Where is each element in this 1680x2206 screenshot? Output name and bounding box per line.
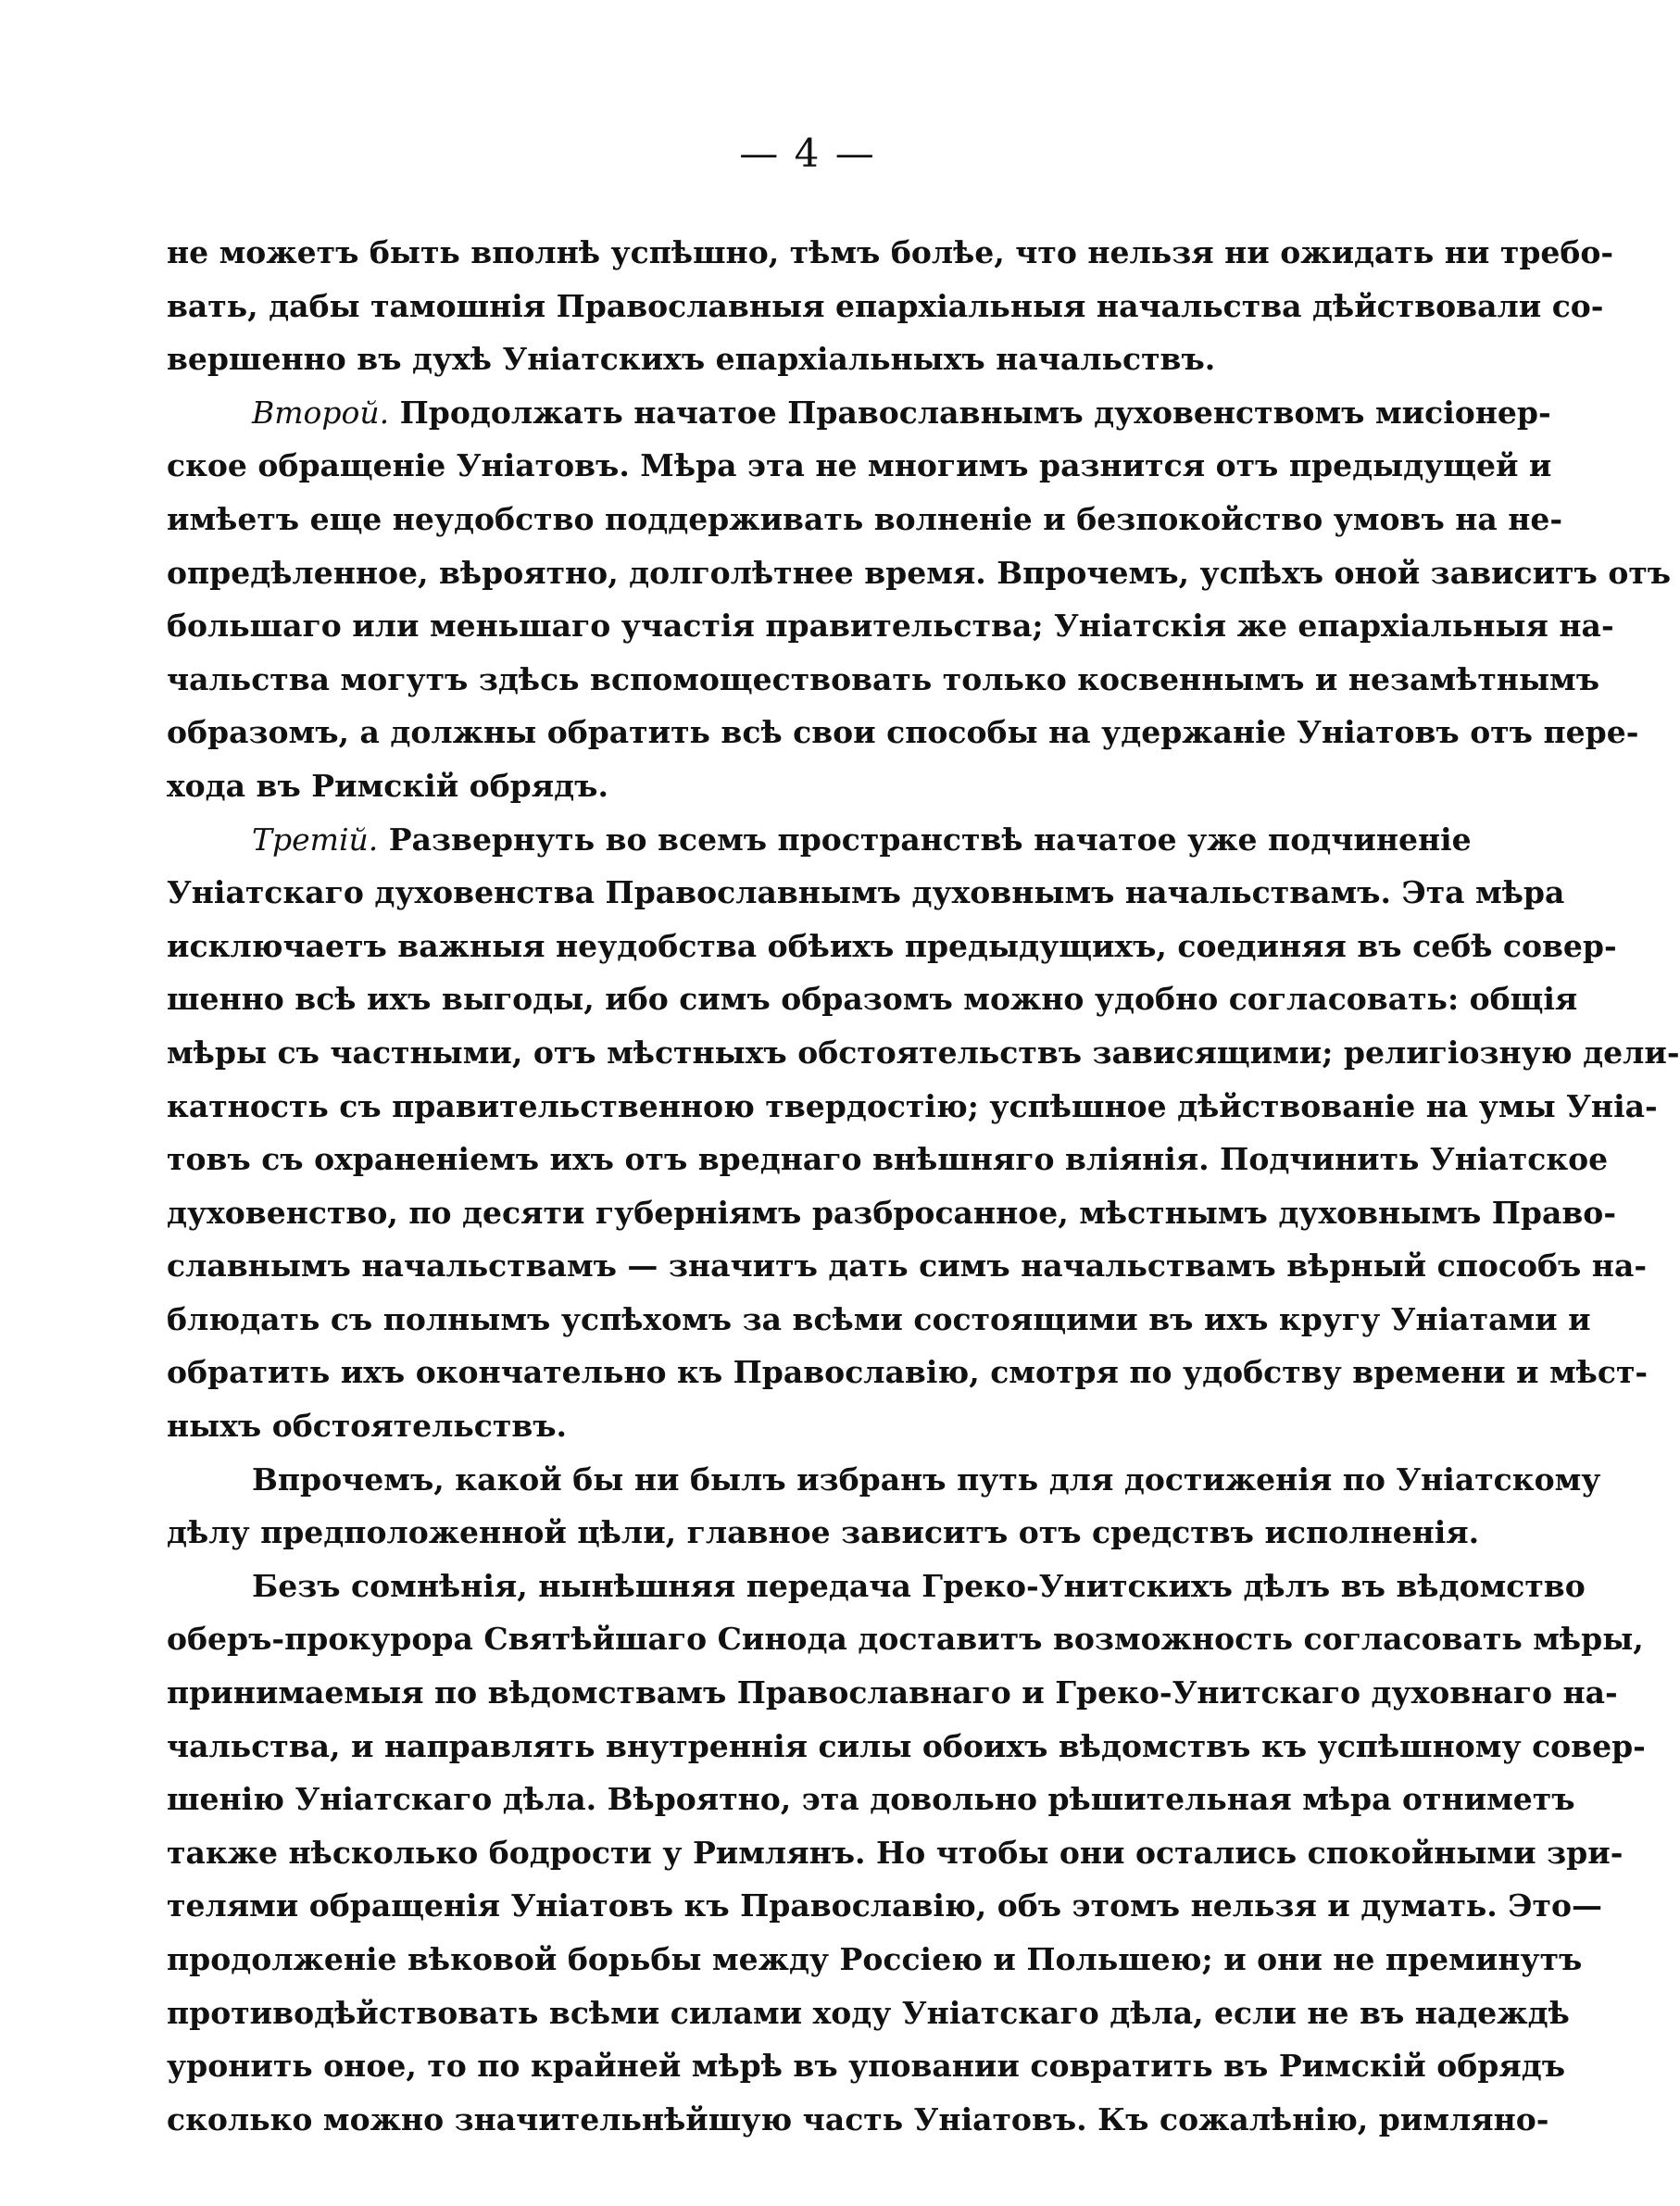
text-line: опредѣленное, вѣроятно, долголѣтнее время. Впрочемъ, успѣхъ оной зависитъ отъ bbox=[167, 554, 1672, 591]
text-line: телями обращенія Уніатовъ къ Православію, объ этомъ нельзя и думать. Это— bbox=[167, 1887, 1602, 1924]
text-line: товъ съ охраненіемъ ихъ отъ вреднаго внѣшняго вліянія. Подчинить Уніатское bbox=[167, 1141, 1609, 1178]
text-line: шенно всѣ ихъ выгоды, ибо симъ образомъ можно удобно согласовать: общія bbox=[167, 981, 1578, 1018]
body-text bbox=[167, 226, 1680, 2146]
text-line: исключаетъ важныя неудобства обѣихъ предыдущихъ, соединяя въ себѣ совер- bbox=[167, 927, 1617, 964]
text-line: чальства могутъ здѣсь вспомоществовать только косвеннымъ и незамѣтнымъ bbox=[167, 660, 1600, 697]
text-line: дѣлу предположенной цѣли, главное зависитъ отъ средствъ исполненія. bbox=[167, 1514, 1480, 1551]
text-line: имѣетъ еще неудобство поддерживать волненіе и безпокойство умовъ на не- bbox=[167, 500, 1563, 537]
text-line: Третій. Развернуть во всемъ пространствѣ начатое уже подчиненіе bbox=[252, 821, 1472, 858]
text-line: славнымъ начальствамъ — значитъ дать симъ начальствамъ вѣрный способъ на- bbox=[167, 1247, 1648, 1285]
text-line: Впрочемъ, какой бы ни былъ избранъ путь для достиженія по Уніатскому bbox=[252, 1460, 1601, 1498]
text-line: сколько можно значительнѣйшую часть Уніатовъ. Къ сожалѣнію, римляно- bbox=[167, 2100, 1549, 2137]
text-line: чальства, и направлять внутреннія силы обоихъ вѣдомствъ къ успѣшному совер- bbox=[167, 1727, 1646, 1764]
text-line: вершенно въ духѣ Уніатскихъ епархіальныхъ начальствъ. bbox=[167, 341, 1216, 378]
text-line: продолженіе вѣковой борьбы между Россіею и Польшею; и они не преминутъ bbox=[167, 1941, 1583, 1977]
text-line: шенію Уніатскаго дѣла. Вѣроятно, эта довольно рѣшительная мѣра отниметъ bbox=[167, 1781, 1575, 1818]
text-line: блюдать съ полнымъ успѣхомъ за всѣми состоящими въ ихъ кругу Уніатами и bbox=[167, 1300, 1591, 1337]
text-line: Уніатскаго духовенства Православнымъ духовнымъ начальствамъ. Эта мѣра bbox=[167, 874, 1565, 911]
text-line: Второй. Продолжать начатое Православнымъ духовенствомъ мисіонер- bbox=[252, 394, 1551, 431]
text-line: вать, дабы тамошнія Православныя епархіальныя начальства дѣйствовали со- bbox=[167, 287, 1604, 324]
text-line: оберъ-прокурора Святѣйшаго Синода доставитъ возможность согласовать мѣры, bbox=[167, 1621, 1644, 1658]
text-line: образомъ, а должны обратить всѣ свои способы на удержаніе Уніатовъ отъ пере- bbox=[167, 714, 1639, 751]
text-line: хода въ Римскій обрядъ. bbox=[167, 767, 608, 804]
text-line: принимаемыя по вѣдомствамъ Православнаго и Греко-Унитскаго духовнаго на- bbox=[167, 1674, 1618, 1711]
text-line: уронить оное, то по крайней мѣрѣ въ уповании совратить въ Римскій обрядъ bbox=[167, 2048, 1566, 2085]
text-line: Безъ сомнѣнія, нынѣшняя передача Греко-Унитскихъ дѣлъ въ вѣдомство bbox=[252, 1567, 1586, 1604]
text-line: ское обращеніе Уніатовъ. Мѣра эта не многимъ разнится отъ предыдущей и bbox=[167, 447, 1552, 484]
text-line: мѣры съ частными, отъ мѣстныхъ обстоятельствъ зависящими; религіозную дели- bbox=[167, 1034, 1680, 1071]
text-line: не можетъ быть вполнѣ успѣшно, тѣмъ болѣе, что нельзя ни ожидать ни требо- bbox=[167, 234, 1614, 270]
text-line: ныхъ обстоятельствъ. bbox=[167, 1408, 568, 1445]
text-line: духовенство, по десяти губерніямъ разбросанное, мѣстнымъ духовнымъ Право- bbox=[167, 1194, 1617, 1231]
text-line: катность съ правительственною твердостію; успѣшное дѣйствованіе на умы Уніа- bbox=[167, 1087, 1658, 1124]
text-line: также нѣсколько бодрости у Римлянъ. Но чтобы они остались спокойными зри- bbox=[167, 1834, 1624, 1871]
paragraph-lead: Третій. bbox=[252, 821, 379, 858]
paragraph-lead: Второй. bbox=[252, 394, 390, 431]
text-line: обратить ихъ окончательно къ Православію, смотря по удобству времени и мѣст- bbox=[167, 1354, 1649, 1391]
page-number: — 4 — bbox=[739, 131, 876, 176]
text-line: большаго или меньшаго участія правительства; Уніатскія же епархіальныя на- bbox=[167, 608, 1614, 645]
text-line: противодѣйствовать всѣми силами ходу Уніатскаго дѣла, если не въ надеждѣ bbox=[167, 1994, 1570, 2031]
